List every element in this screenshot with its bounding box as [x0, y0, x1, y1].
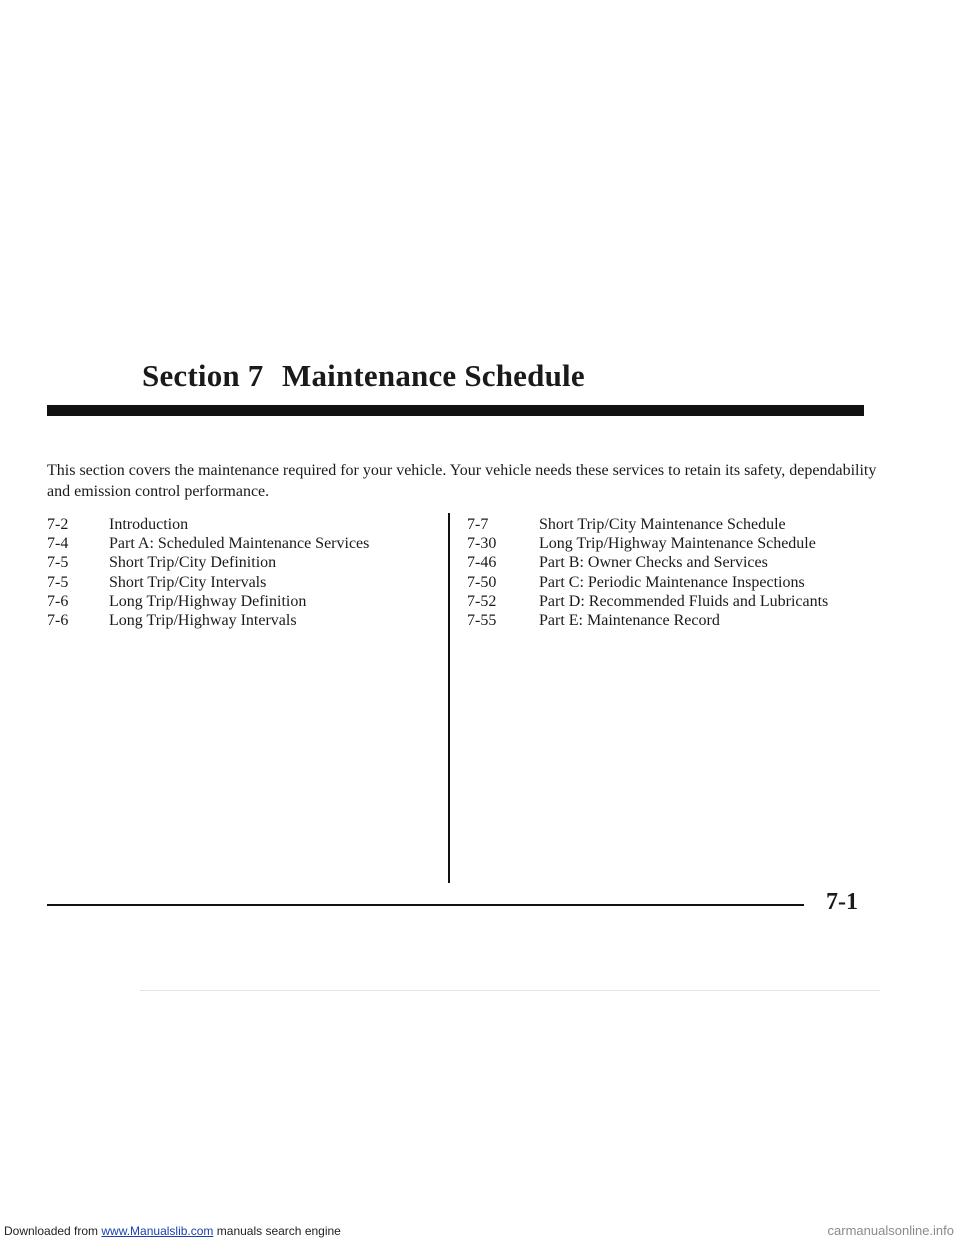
- toc-entry[interactable]: [467, 534, 828, 553]
- toc-page: 7-6: [47, 592, 69, 610]
- toc-entry[interactable]: [467, 553, 828, 572]
- toc-entry[interactable]: [467, 611, 828, 630]
- toc-page: 7-5: [47, 573, 69, 591]
- toc-page: 7-30: [467, 535, 497, 553]
- toc-title: Long Trip/Highway Definition: [109, 592, 307, 610]
- toc-entry[interactable]: [47, 515, 369, 534]
- toc-entry[interactable]: [467, 573, 828, 592]
- download-notice: [4, 1220, 341, 1242]
- toc-entry[interactable]: [47, 553, 369, 572]
- toc-entry[interactable]: [47, 573, 369, 592]
- download-suffix: manuals search engine: [213, 1224, 341, 1238]
- toc-entry[interactable]: [47, 611, 369, 630]
- toc-title: Long Trip/Highway Maintenance Schedule: [539, 535, 816, 553]
- toc-right-column: [467, 515, 828, 630]
- toc-entry[interactable]: [467, 515, 828, 534]
- watermark-text: carmanualsonline.info: [827, 1223, 954, 1238]
- toc-title: Long Trip/Highway Intervals: [109, 611, 297, 629]
- scan-artifact-line: [140, 990, 880, 991]
- column-divider: [448, 513, 450, 883]
- toc-entry[interactable]: [47, 592, 369, 611]
- title-rule: [47, 405, 864, 416]
- toc-page: 7-52: [467, 592, 497, 610]
- toc-page: 7-4: [47, 535, 69, 553]
- toc-left-column: [47, 515, 369, 630]
- toc-title: Part D: Recommended Fluids and Lubricants: [539, 592, 829, 610]
- toc-entry[interactable]: [467, 592, 828, 611]
- toc-title: Short Trip/City Intervals: [109, 573, 267, 591]
- toc-title: Short Trip/City Maintenance Schedule: [539, 516, 786, 533]
- toc-page: 7-5: [47, 554, 69, 572]
- toc-title: Part C: Periodic Maintenance Inspections: [539, 573, 805, 591]
- toc-entry[interactable]: [47, 534, 369, 553]
- page-title: [142, 358, 585, 394]
- toc-title: Part B: Owner Checks and Services: [539, 554, 768, 572]
- toc-title: Part A: Scheduled Maintenance Services: [109, 535, 370, 553]
- section-number: Section 7: [142, 358, 264, 393]
- toc-page: 7-2: [47, 516, 69, 533]
- manualslib-link[interactable]: www.Manualslib.com: [101, 1224, 214, 1238]
- toc-page: 7-7: [467, 516, 489, 533]
- footer-bar: [0, 1220, 960, 1242]
- toc-page: 7-46: [467, 554, 497, 572]
- toc-title: Introduction: [109, 516, 189, 533]
- toc-title: Part E: Maintenance Record: [539, 611, 720, 629]
- download-prefix: Downloaded from: [4, 1224, 102, 1238]
- toc-page: 7-6: [47, 611, 69, 629]
- intro-paragraph: This section covers the maintenance required for your vehicle. Your vehicle needs these services to retain its safety, dependability and emission control performance.: [47, 462, 877, 500]
- section-title: Maintenance Schedule: [282, 358, 585, 393]
- toc-page: 7-55: [467, 611, 497, 629]
- toc-title: Short Trip/City Definition: [109, 554, 277, 572]
- bottom-rule: [47, 904, 804, 906]
- page-number: 7-1: [826, 889, 858, 915]
- toc-page: 7-50: [467, 573, 497, 591]
